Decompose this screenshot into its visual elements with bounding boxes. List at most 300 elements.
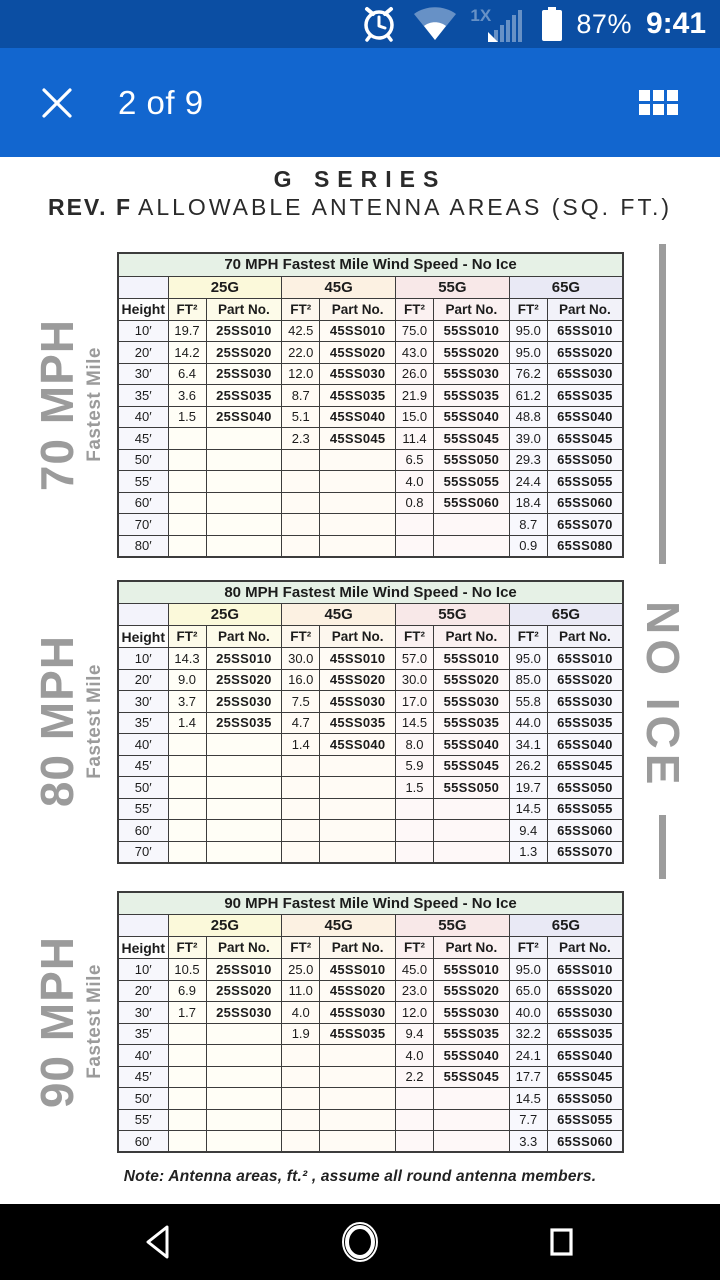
part-no-value: [320, 841, 396, 863]
part-no-value: 45SS020: [320, 669, 396, 691]
table-title: 90 MPH Fastest Mile Wind Speed - No Ice: [118, 892, 623, 915]
ft2-value: 3.7: [168, 691, 206, 713]
group-header-25G: 25G: [168, 604, 282, 626]
ft2-value: 26.0: [396, 363, 434, 385]
table-row: [118, 471, 623, 493]
part-no-value: [320, 471, 396, 493]
part-no-value: [206, 734, 282, 756]
height-cell: 50′: [118, 1088, 168, 1110]
part-no-value: 55SS030: [434, 363, 510, 385]
table-row: [118, 980, 623, 1002]
side-label-fastest-mile: Fastest Mile: [84, 347, 105, 463]
ft2-value: [396, 1088, 434, 1110]
part-no-value: [320, 755, 396, 777]
part-no-value: 55SS050: [434, 449, 510, 471]
ft2-value: 30.0: [396, 669, 434, 691]
part-no-value: 65SS045: [547, 755, 623, 777]
ft2-value: [168, 734, 206, 756]
part-no-value: 65SS060: [547, 1131, 623, 1153]
ft2-value: [396, 514, 434, 536]
ft2-value: 95.0: [509, 320, 547, 342]
part-no-value: 65SS050: [547, 777, 623, 799]
ft2-value: [282, 535, 320, 557]
wind-table-block-90: [0, 891, 720, 1154]
ft2-value: 40.0: [509, 1002, 547, 1024]
ft2-value: 2.2: [396, 1066, 434, 1088]
part-no-value: 55SS020: [434, 342, 510, 364]
ft2-value: 14.5: [509, 1088, 547, 1110]
ft2-value: 26.2: [509, 755, 547, 777]
height-cell: 70′: [118, 841, 168, 863]
group-header-25G: 25G: [168, 915, 282, 937]
height-cell: 50′: [118, 449, 168, 471]
part-no-value: [320, 798, 396, 820]
ft2-value: 57.0: [396, 648, 434, 670]
part-no-value: 65SS040: [547, 1045, 623, 1067]
part-no-value: [320, 1088, 396, 1110]
part-no-value: 65SS035: [547, 712, 623, 734]
part-no-value: [434, 841, 510, 863]
part-no-value: [320, 449, 396, 471]
group-header-row: [118, 915, 623, 937]
height-cell: 10′: [118, 320, 168, 342]
part-no-value: 65SS045: [547, 1066, 623, 1088]
ft2-value: 25.0: [282, 959, 320, 981]
group-header-55G: 55G: [396, 276, 510, 298]
corner-cell: [118, 276, 168, 298]
part-no-value: [320, 1066, 396, 1088]
ft2-value: [282, 514, 320, 536]
ft2-value: [168, 777, 206, 799]
ft2-value: 85.0: [509, 669, 547, 691]
part-no-value: [206, 755, 282, 777]
part-no-value: 65SS030: [547, 691, 623, 713]
part-no-value: [206, 820, 282, 842]
group-header-65G: 65G: [509, 604, 623, 626]
part-no-header: Part No.: [206, 937, 282, 959]
ft2-value: 1.4: [168, 712, 206, 734]
ft2-value: 3.3: [509, 1131, 547, 1153]
part-no-value: [206, 514, 282, 536]
part-no-value: [320, 535, 396, 557]
table-row: [118, 406, 623, 428]
group-header-65G: 65G: [509, 915, 623, 937]
ft2-value: 1.5: [396, 777, 434, 799]
part-no-value: [434, 1088, 510, 1110]
ft2-value: 10.5: [168, 959, 206, 981]
part-no-value: 65SS055: [547, 1109, 623, 1131]
part-no-value: 55SS020: [434, 980, 510, 1002]
back-button[interactable]: [135, 1218, 183, 1266]
ft2-value: 2.3: [282, 428, 320, 450]
part-no-value: 65SS020: [547, 669, 623, 691]
ft2-header: FT²: [168, 626, 206, 648]
table-row: [118, 1045, 623, 1067]
ft2-value: [282, 841, 320, 863]
ft2-value: [282, 798, 320, 820]
ft2-value: 24.4: [509, 471, 547, 493]
table-row: [118, 691, 623, 713]
ft2-value: [282, 1066, 320, 1088]
close-button[interactable]: [22, 68, 92, 138]
side-label-80: [0, 580, 114, 864]
network-type-label: 1X: [470, 6, 492, 25]
ft2-value: 65.0: [509, 980, 547, 1002]
ft2-value: 3.6: [168, 385, 206, 407]
ft2-header: FT²: [396, 937, 434, 959]
part-no-value: [434, 798, 510, 820]
part-no-value: [434, 535, 510, 557]
part-no-value: [206, 428, 282, 450]
part-no-value: [206, 841, 282, 863]
table-row: [118, 449, 623, 471]
part-no-value: 45SS030: [320, 363, 396, 385]
part-no-value: 55SS035: [434, 712, 510, 734]
table-row: [118, 669, 623, 691]
ft2-value: [396, 841, 434, 863]
ft2-value: 16.0: [282, 669, 320, 691]
part-no-value: 25SS030: [206, 691, 282, 713]
height-cell: 50′: [118, 777, 168, 799]
table-row: [118, 712, 623, 734]
height-cell: 60′: [118, 492, 168, 514]
part-no-value: [320, 820, 396, 842]
ft2-value: 17.0: [396, 691, 434, 713]
column-header-row: [118, 298, 623, 320]
table-row: [118, 1131, 623, 1153]
ft2-value: [282, 471, 320, 493]
ft2-value: [168, 514, 206, 536]
part-no-value: 45SS030: [320, 1002, 396, 1024]
height-cell: 35′: [118, 1023, 168, 1045]
part-no-header: Part No.: [206, 298, 282, 320]
part-no-header: Part No.: [434, 937, 510, 959]
ft2-value: 14.5: [396, 712, 434, 734]
part-no-value: 65SS055: [547, 798, 623, 820]
ft2-value: [168, 820, 206, 842]
part-no-value: 65SS040: [547, 734, 623, 756]
ft2-value: 32.2: [509, 1023, 547, 1045]
part-no-value: [206, 1131, 282, 1153]
ft2-value: 19.7: [509, 777, 547, 799]
ft2-value: 61.2: [509, 385, 547, 407]
part-no-value: 25SS010: [206, 320, 282, 342]
recents-button[interactable]: [537, 1218, 585, 1266]
ft2-value: 75.0: [396, 320, 434, 342]
height-header: Height: [118, 937, 168, 959]
ft2-value: 4.0: [396, 1045, 434, 1067]
side-label-mph: 70 MPH: [31, 318, 83, 491]
table-row: [118, 820, 623, 842]
side-label-90: [0, 891, 114, 1154]
part-no-value: 65SS020: [547, 342, 623, 364]
rev-label: REV. F: [47, 194, 132, 220]
part-no-value: 65SS010: [547, 648, 623, 670]
ft2-value: 21.9: [396, 385, 434, 407]
part-no-value: 25SS035: [206, 712, 282, 734]
home-icon: [338, 1220, 382, 1264]
ft2-value: 11.0: [282, 980, 320, 1002]
part-no-value: [320, 492, 396, 514]
group-header-row: [118, 604, 623, 626]
ft2-value: [396, 535, 434, 557]
height-cell: 35′: [118, 385, 168, 407]
battery-icon: [540, 5, 564, 43]
table-row: [118, 1088, 623, 1110]
grid-view-icon: [639, 90, 678, 115]
height-cell: 40′: [118, 1045, 168, 1067]
main-title: ALLOWABLE ANTENNA AREAS (SQ. FT.): [138, 194, 672, 220]
part-no-header: Part No.: [206, 626, 282, 648]
side-label-fastest-mile: Fastest Mile: [84, 664, 105, 779]
document-page[interactable]: [0, 157, 720, 1204]
ft2-value: 1.3: [509, 841, 547, 863]
part-no-value: 55SS020: [434, 669, 510, 691]
part-no-value: [320, 514, 396, 536]
recents-icon: [541, 1222, 581, 1262]
ft2-header: FT²: [396, 298, 434, 320]
part-no-value: 55SS040: [434, 734, 510, 756]
part-no-value: 65SS060: [547, 492, 623, 514]
alarm-icon: [358, 3, 400, 45]
table-row: [118, 320, 623, 342]
part-no-value: 55SS030: [434, 1002, 510, 1024]
part-no-value: 55SS010: [434, 320, 510, 342]
ft2-value: 76.2: [509, 363, 547, 385]
battery-percent: 87%: [576, 8, 632, 39]
part-no-value: [434, 820, 510, 842]
part-no-value: [206, 471, 282, 493]
ft2-header: FT²: [509, 937, 547, 959]
ft2-value: [282, 755, 320, 777]
ft2-value: 14.2: [168, 342, 206, 364]
part-no-value: [434, 514, 510, 536]
height-header: Height: [118, 626, 168, 648]
part-no-value: 25SS010: [206, 959, 282, 981]
ft2-value: [396, 1131, 434, 1153]
ft2-value: 45.0: [396, 959, 434, 981]
height-header: Height: [118, 298, 168, 320]
ft2-value: [168, 471, 206, 493]
column-header-row: [118, 626, 623, 648]
part-no-value: [320, 1131, 396, 1153]
table-row: [118, 492, 623, 514]
table-row: [118, 959, 623, 981]
part-no-value: 65SS035: [547, 1023, 623, 1045]
part-no-value: [206, 1045, 282, 1067]
ft2-value: [396, 1109, 434, 1131]
part-no-header: Part No.: [547, 937, 623, 959]
cell-signal-icon: [470, 4, 528, 44]
table-row: [118, 798, 623, 820]
part-no-value: [206, 535, 282, 557]
ft2-header: FT²: [168, 298, 206, 320]
height-cell: 45′: [118, 428, 168, 450]
ft2-value: [168, 1066, 206, 1088]
table-row: [118, 363, 623, 385]
part-no-value: 65SS055: [547, 471, 623, 493]
ft2-value: [168, 798, 206, 820]
ft2-value: 1.7: [168, 1002, 206, 1024]
ft2-value: [396, 798, 434, 820]
ft2-value: 9.0: [168, 669, 206, 691]
part-no-value: [206, 1088, 282, 1110]
ft2-value: [168, 1045, 206, 1067]
wind-table-block-80: [0, 580, 720, 864]
group-header-65G: 65G: [509, 276, 623, 298]
part-no-value: 55SS045: [434, 428, 510, 450]
part-no-value: 25SS040: [206, 406, 282, 428]
ft2-value: 8.7: [509, 514, 547, 536]
table-row: [118, 1002, 623, 1024]
ft2-value: [168, 841, 206, 863]
height-cell: 80′: [118, 535, 168, 557]
height-cell: 60′: [118, 820, 168, 842]
part-no-value: 65SS050: [547, 1088, 623, 1110]
height-cell: 55′: [118, 1109, 168, 1131]
part-no-value: 65SS030: [547, 1002, 623, 1024]
ft2-value: [168, 535, 206, 557]
ft2-value: 4.0: [396, 471, 434, 493]
back-icon: [139, 1222, 179, 1262]
part-no-value: 45SS035: [320, 712, 396, 734]
no-ice-label: NO ICE: [637, 600, 689, 790]
column-header-row: [118, 937, 623, 959]
table-row: [118, 385, 623, 407]
ft2-header: FT²: [282, 626, 320, 648]
part-no-value: 55SS045: [434, 1066, 510, 1088]
part-no-header: Part No.: [320, 937, 396, 959]
side-label-70: [0, 252, 114, 558]
ft2-value: 9.4: [509, 820, 547, 842]
part-no-value: [206, 777, 282, 799]
part-no-value: 65SS080: [547, 535, 623, 557]
close-icon: [39, 85, 75, 121]
part-no-value: 55SS045: [434, 755, 510, 777]
part-no-value: 55SS040: [434, 1045, 510, 1067]
ft2-value: [282, 820, 320, 842]
height-cell: 55′: [118, 471, 168, 493]
ft2-value: 7.5: [282, 691, 320, 713]
ft2-value: 11.4: [396, 428, 434, 450]
part-no-value: 65SS010: [547, 959, 623, 981]
part-no-value: [206, 1066, 282, 1088]
ft2-value: 39.0: [509, 428, 547, 450]
ft2-value: 48.8: [509, 406, 547, 428]
ft2-value: 4.7: [282, 712, 320, 734]
part-no-header: Part No.: [320, 298, 396, 320]
ft2-value: [168, 428, 206, 450]
ft2-value: 6.9: [168, 980, 206, 1002]
part-no-value: 45SS040: [320, 406, 396, 428]
ft2-value: 17.7: [509, 1066, 547, 1088]
height-cell: 70′: [118, 514, 168, 536]
ft2-value: 4.0: [282, 1002, 320, 1024]
ft2-value: [282, 1109, 320, 1131]
table-row: [118, 1023, 623, 1045]
ft2-value: [282, 492, 320, 514]
series-title: G SERIES: [273, 166, 447, 192]
main-title-line: [0, 194, 720, 221]
table-row: [118, 734, 623, 756]
corner-cell: [118, 604, 168, 626]
ft2-value: 34.1: [509, 734, 547, 756]
height-cell: 30′: [118, 1002, 168, 1024]
table-title-row: [118, 253, 623, 276]
part-no-value: [206, 798, 282, 820]
home-button[interactable]: [336, 1218, 384, 1266]
ft2-value: 24.1: [509, 1045, 547, 1067]
ft2-value: 5.9: [396, 755, 434, 777]
group-header-25G: 25G: [168, 276, 282, 298]
part-no-value: 45SS020: [320, 342, 396, 364]
table-title-row: [118, 892, 623, 915]
height-cell: 30′: [118, 691, 168, 713]
part-no-value: 45SS010: [320, 320, 396, 342]
ft2-value: 12.0: [282, 363, 320, 385]
ft2-value: 14.3: [168, 648, 206, 670]
ft2-value: [168, 1131, 206, 1153]
part-no-value: 65SS050: [547, 449, 623, 471]
ft2-value: 15.0: [396, 406, 434, 428]
part-no-header: Part No.: [434, 626, 510, 648]
part-no-header: Part No.: [547, 626, 623, 648]
part-no-value: 55SS055: [434, 471, 510, 493]
part-no-value: [206, 1109, 282, 1131]
wifi-icon: [412, 4, 458, 44]
part-no-value: 65SS070: [547, 841, 623, 863]
part-no-value: 25SS010: [206, 648, 282, 670]
ft2-value: 1.5: [168, 406, 206, 428]
ft2-value: [168, 1088, 206, 1110]
part-no-value: 45SS010: [320, 648, 396, 670]
part-no-value: 45SS045: [320, 428, 396, 450]
side-label-fastest-mile: Fastest Mile: [84, 964, 105, 1080]
part-no-header: Part No.: [547, 298, 623, 320]
right-rail-line-top: [659, 244, 666, 564]
ft2-value: 12.0: [396, 1002, 434, 1024]
ft2-value: 22.0: [282, 342, 320, 364]
table-row: [118, 1109, 623, 1131]
part-no-value: 65SS010: [547, 320, 623, 342]
ft2-value: 19.7: [168, 320, 206, 342]
table-row: [118, 841, 623, 863]
part-no-value: 25SS030: [206, 1002, 282, 1024]
group-header-55G: 55G: [396, 915, 510, 937]
table-row: [118, 777, 623, 799]
side-label-mph: 90 MPH: [31, 935, 83, 1108]
height-cell: 60′: [118, 1131, 168, 1153]
antenna-area-table-80: [117, 580, 624, 864]
ft2-value: [396, 820, 434, 842]
part-no-value: 65SS030: [547, 363, 623, 385]
ft2-value: 8.0: [396, 734, 434, 756]
ft2-header: FT²: [509, 626, 547, 648]
part-no-value: [206, 1023, 282, 1045]
part-no-value: 55SS040: [434, 406, 510, 428]
side-label-mph: 80 MPH: [31, 635, 83, 808]
ft2-value: 44.0: [509, 712, 547, 734]
height-cell: 10′: [118, 959, 168, 981]
part-no-value: [206, 449, 282, 471]
ft2-value: [282, 1131, 320, 1153]
part-no-value: 45SS010: [320, 959, 396, 981]
ft2-value: 9.4: [396, 1023, 434, 1045]
thumbnail-grid-button[interactable]: [628, 73, 688, 133]
antenna-area-table-70: [117, 252, 624, 558]
part-no-value: [320, 1045, 396, 1067]
height-cell: 20′: [118, 980, 168, 1002]
